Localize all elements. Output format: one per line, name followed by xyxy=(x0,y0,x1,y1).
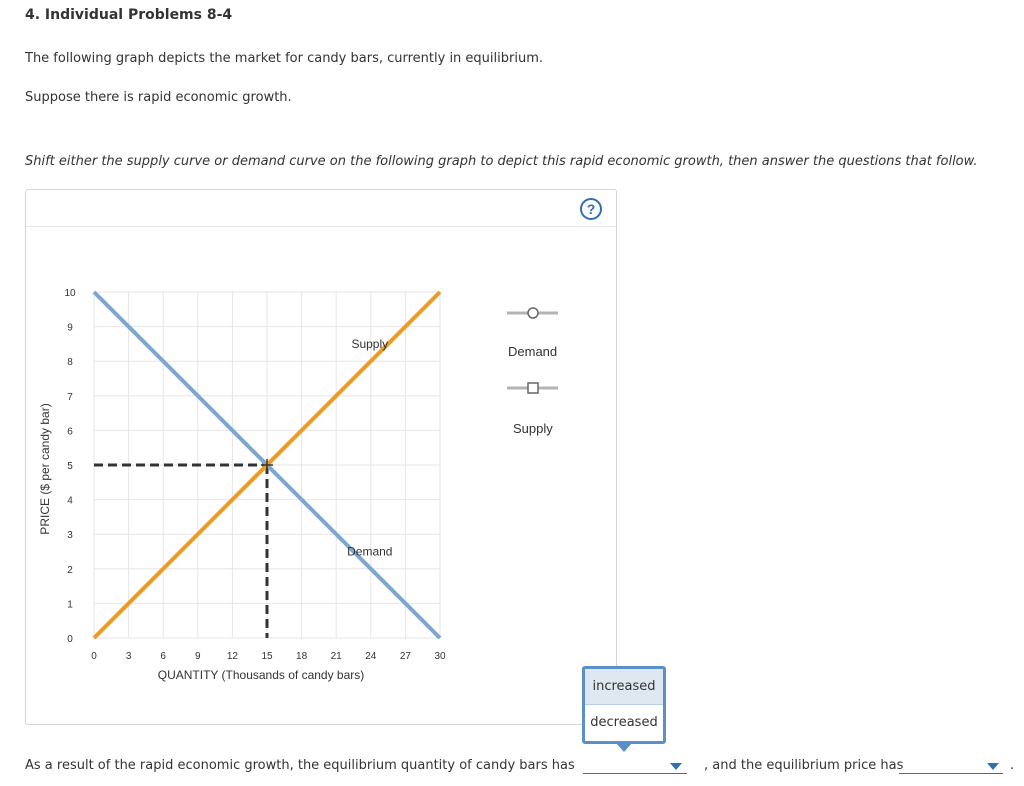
y-tick-label: 7 xyxy=(67,391,73,403)
legend-supply-label: Supply xyxy=(513,421,553,436)
scenario-text: Suppose there is rapid economic growth. xyxy=(25,90,292,105)
dropdown-option-decreased[interactable]: decreased xyxy=(590,715,658,730)
legend-demand-label: Demand xyxy=(508,344,558,359)
y-tick-label: 6 xyxy=(67,426,73,438)
y-tick-label: 9 xyxy=(67,322,73,334)
intro-text: The following graph depicts the market for candy bars, currently in equilibrium. xyxy=(25,51,543,66)
y-tick-label: 1 xyxy=(67,599,73,611)
x-tick-label: 15 xyxy=(261,651,273,662)
price-select[interactable] xyxy=(899,773,1003,774)
x-axis-label: QUANTITY (Thousands of candy bars) xyxy=(157,668,365,682)
x-tick-label: 27 xyxy=(399,651,411,662)
x-tick-label: 21 xyxy=(330,651,342,662)
demand-curve-label: Demand xyxy=(347,544,393,559)
legend-supply-square-icon xyxy=(528,383,538,393)
quantity-select[interactable] xyxy=(583,773,687,774)
y-tick-label: 0 xyxy=(67,634,73,645)
help-icon[interactable]: ? xyxy=(580,198,602,220)
chevron-down-icon[interactable] xyxy=(670,763,682,770)
y-tick-label: 2 xyxy=(67,564,73,576)
legend-demand-circle-icon xyxy=(528,308,538,318)
dropdown-pointer-icon xyxy=(616,743,632,752)
supply-curve-label: Supply xyxy=(351,336,389,351)
question-end: . xyxy=(1010,758,1015,773)
y-tick-label: 8 xyxy=(67,357,73,369)
x-tick-label: 3 xyxy=(125,651,132,662)
y-axis-label: PRICE ($ per candy bar) xyxy=(38,403,52,535)
instruction-text: Shift either the supply curve or demand curve on the following graph to depict this rapid economic growth, then answer the questions that follow. xyxy=(25,154,978,169)
dropdown-option-increased[interactable]: increased xyxy=(585,669,663,705)
y-tick-label: 3 xyxy=(67,530,73,542)
page-title: 4. Individual Problems 8-4 xyxy=(25,7,233,23)
y-tick-label: 4 xyxy=(67,495,73,507)
dropdown-list[interactable] xyxy=(582,666,666,744)
x-tick-label: 9 xyxy=(195,651,201,662)
x-tick-label: 30 xyxy=(434,651,446,662)
x-tick-label: 6 xyxy=(160,651,166,662)
y-tick-label: 10 xyxy=(64,288,76,299)
x-tick-label: 24 xyxy=(365,651,377,662)
y-tick-label: 5 xyxy=(67,461,73,472)
x-tick-label: 18 xyxy=(296,651,308,662)
x-tick-label: 0 xyxy=(91,651,97,662)
question-text: As a result of the rapid economic growth, the equilibrium quantity of candy bars has xyxy=(25,758,575,773)
chevron-down-icon[interactable] xyxy=(987,763,999,770)
question-text-mid: , and the equilibrium price has xyxy=(704,758,904,773)
x-tick-label: 12 xyxy=(226,651,238,662)
